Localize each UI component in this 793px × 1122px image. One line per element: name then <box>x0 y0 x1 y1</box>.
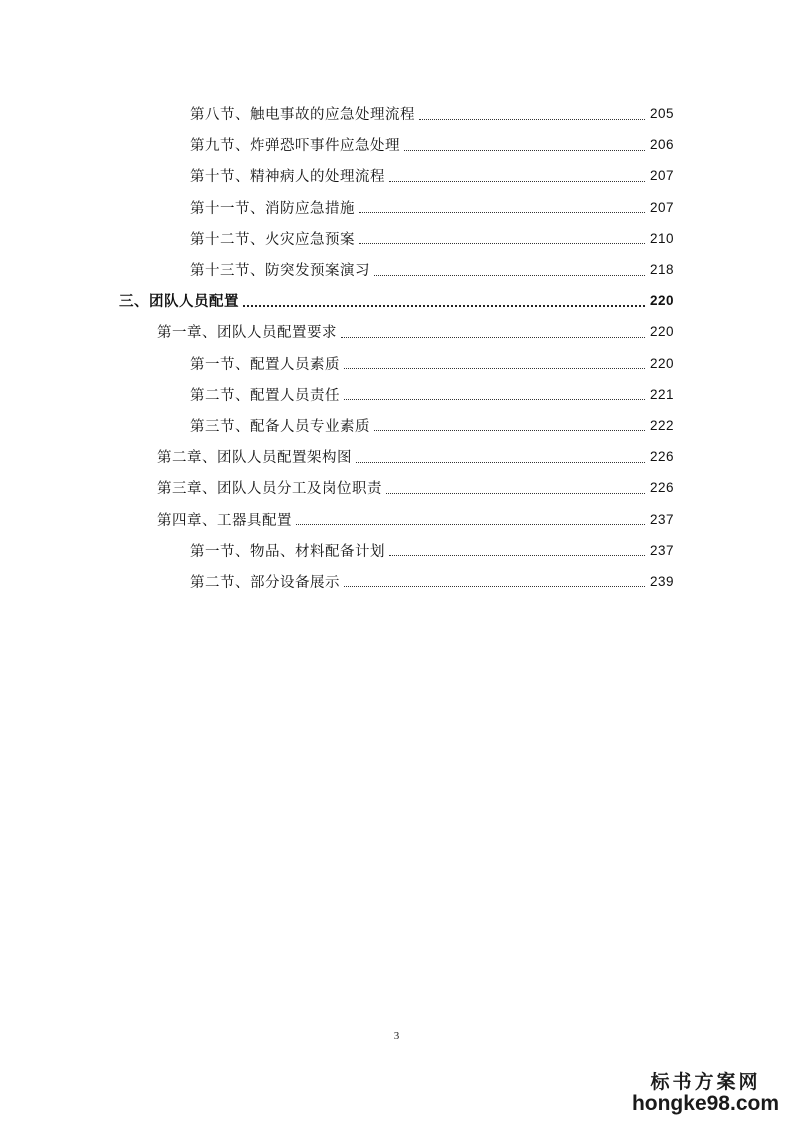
dot-leader <box>404 149 645 151</box>
toc-entry-title: 三、团队人员配置 <box>119 293 239 311</box>
toc-entry[interactable] <box>0 98 793 129</box>
toc-entry[interactable] <box>0 160 793 191</box>
toc-entry-title: 第二节、配置人员责任 <box>190 387 340 404</box>
toc-entry[interactable] <box>0 535 793 566</box>
toc-entry-page: 207 <box>649 199 674 215</box>
toc-entry-page: 218 <box>649 262 674 278</box>
dot-leader <box>296 523 645 525</box>
dot-leader <box>389 180 645 182</box>
toc-entry[interactable] <box>0 129 793 160</box>
toc-entry[interactable] <box>0 254 793 285</box>
dot-leader <box>344 585 645 587</box>
dot-leader <box>359 211 645 213</box>
toc-entry-page: 237 <box>649 542 674 558</box>
toc-entry-title: 第一章、团队人员配置要求 <box>157 325 337 342</box>
toc-entry-title: 第十三节、防突发预案演习 <box>190 263 370 280</box>
toc-entry[interactable] <box>0 379 793 410</box>
toc-entry-title: 第八节、触电事故的应急处理流程 <box>190 107 415 124</box>
toc-entry-title: 第十一节、消防应急措施 <box>190 200 355 217</box>
watermark-url: hongke98.com <box>631 1092 779 1115</box>
toc-entry-page: 239 <box>649 573 674 589</box>
toc-entry[interactable] <box>0 348 793 379</box>
toc-chapter[interactable] <box>0 503 793 534</box>
toc-entry-page: 237 <box>649 511 674 527</box>
toc-entry-page: 226 <box>649 480 674 496</box>
watermark <box>632 1067 779 1116</box>
toc-entry-title: 第九节、炸弹恐吓事件应急处理 <box>190 138 400 155</box>
toc-entry-title: 第二章、团队人员配置架构图 <box>157 450 352 467</box>
toc-entry[interactable] <box>0 410 793 441</box>
toc-entry-title: 第十二节、火灾应急预案 <box>190 231 355 248</box>
toc-entry-page: 206 <box>649 137 674 153</box>
dot-leader <box>243 304 645 307</box>
dot-leader <box>344 398 645 400</box>
dot-leader <box>341 336 645 338</box>
toc-entry-title: 第一节、配置人员素质 <box>190 356 340 373</box>
toc-entry-page: 221 <box>649 386 674 402</box>
toc-entry[interactable] <box>0 223 793 254</box>
dot-leader <box>374 429 645 431</box>
watermark-name: 标书方案网 <box>650 1071 761 1093</box>
toc-entry-page: 220 <box>649 293 674 309</box>
table-of-contents <box>0 98 793 597</box>
toc-chapter[interactable] <box>0 472 793 503</box>
toc-chapter[interactable] <box>0 441 793 472</box>
toc-entry-page: 226 <box>649 449 674 465</box>
dot-leader <box>389 554 645 556</box>
dot-leader <box>356 461 645 463</box>
toc-entry-page: 222 <box>649 417 674 433</box>
toc-section-heading[interactable] <box>0 285 793 316</box>
toc-entry-title: 第三章、团队人员分工及岗位职责 <box>157 481 382 498</box>
dot-leader <box>359 242 645 244</box>
dot-leader <box>386 492 645 494</box>
toc-entry-page: 220 <box>649 355 674 371</box>
toc-entry-title: 第三节、配备人员专业素质 <box>190 418 370 435</box>
dot-leader <box>374 274 645 276</box>
toc-entry[interactable] <box>0 192 793 223</box>
page-number: 3 <box>393 1030 400 1042</box>
toc-entry[interactable] <box>0 566 793 597</box>
toc-entry-page: 210 <box>649 230 674 246</box>
toc-entry-page: 205 <box>649 106 674 122</box>
toc-entry-title: 第四章、工器具配置 <box>157 512 292 529</box>
toc-entry-page: 220 <box>649 324 674 340</box>
toc-chapter[interactable] <box>0 316 793 347</box>
toc-entry-title: 第二节、部分设备展示 <box>190 574 340 591</box>
toc-entry-title: 第一节、物品、材料配备计划 <box>190 543 385 560</box>
dot-leader <box>344 367 645 369</box>
toc-entry-title: 第十节、精神病人的处理流程 <box>190 169 385 186</box>
dot-leader <box>419 118 645 120</box>
toc-entry-page: 207 <box>649 168 674 184</box>
